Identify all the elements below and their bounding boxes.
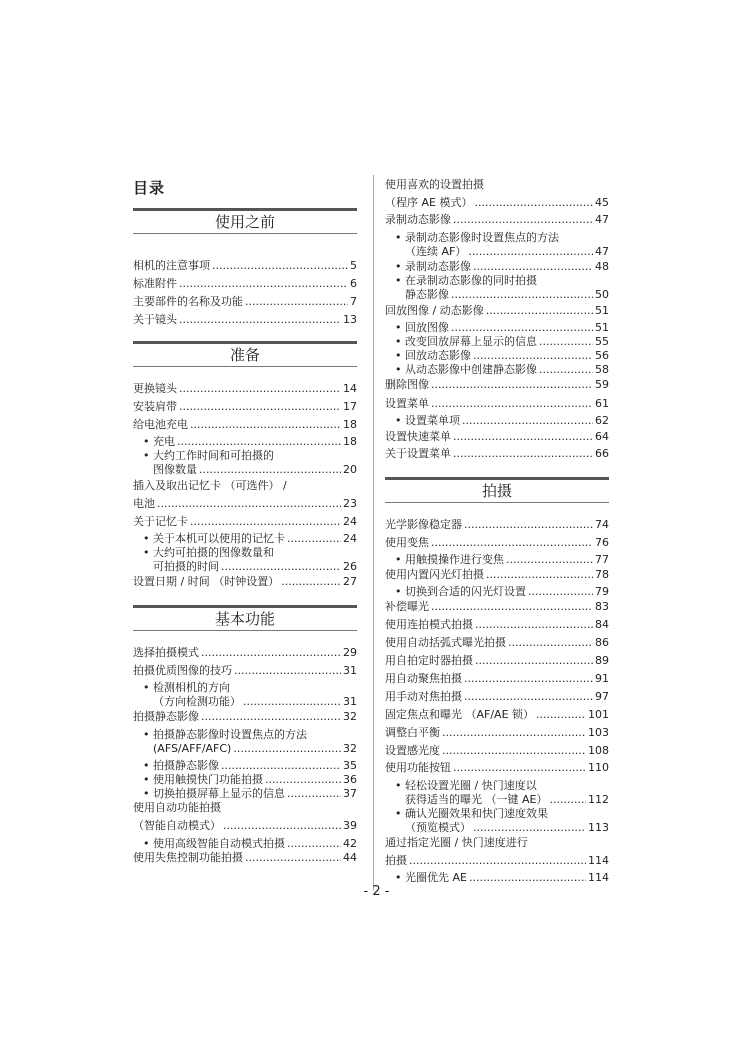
toc-subentry[interactable]: • 关于本机可以使用的记忆卡 ..... 24 <box>133 532 357 546</box>
toc-entry[interactable]: 拍摄静态影像 ..... 32 <box>133 710 357 724</box>
toc-entry[interactable]: 安装肩带 ..... 17 <box>133 400 357 414</box>
toc-subentry[interactable]: • 录制动态影像 ..... 48 <box>385 260 609 274</box>
toc-entry[interactable]: 回放图像 / 动态影像 ..... 51 <box>385 304 609 318</box>
section-header-before-use: 使用之前 <box>133 208 357 234</box>
toc-subentry-line: • 录制动态影像时设置焦点的方法 <box>385 231 559 245</box>
toc-subentry[interactable]: 可拍摄的时间 ..... 26 <box>133 560 357 574</box>
toc-entry[interactable]: 更换镜头 ..... 14 <box>133 382 357 396</box>
toc-entry[interactable]: 设置感光度 ..... 108 <box>385 744 609 758</box>
toc-subentry[interactable]: （方向检测功能） ..... 31 <box>133 695 357 709</box>
toc-subentry-line: • 拍摄静态影像时设置焦点的方法 <box>133 728 307 742</box>
toc-entry[interactable]: 固定焦点和曝光 （AF/AE 锁） ..... 101 <box>385 708 609 722</box>
toc-entry-line: 插入及取出记忆卡 （可选件） / <box>133 479 287 492</box>
toc-subentry[interactable]: • 光圈优先 AE ..... 114 <box>385 871 609 885</box>
toc-entry[interactable]: 设置菜单 ..... 61 <box>385 397 609 411</box>
toc-subentry[interactable]: 图像数量 ..... 20 <box>133 463 357 477</box>
toc-entry[interactable]: 相机的注意事项 ..... 5 <box>133 259 357 273</box>
toc-entry[interactable]: 设置日期 / 时间 （时钟设置） ..... 27 <box>133 575 357 589</box>
toc-subentry[interactable]: • 用触摸操作进行变焦 ..... 77 <box>385 553 609 567</box>
toc-entry[interactable]: 给电池充电 ..... 18 <box>133 418 357 432</box>
toc-entry[interactable]: 拍摄 ..... 114 <box>385 854 609 868</box>
toc-subentry[interactable]: （连续 AF） ..... 47 <box>385 245 609 259</box>
toc-entry-line: 通过指定光圈 / 快门速度进行 <box>385 836 528 849</box>
toc-entry-line: 使用喜欢的设置拍摄 <box>385 178 484 191</box>
toc-subentry-line: • 确认光圈效果和快门速度效果 <box>385 807 548 821</box>
toc-entry[interactable]: 用自动聚焦拍摄 ..... 91 <box>385 672 609 686</box>
toc-title: 目录 <box>133 179 166 197</box>
toc-entry[interactable]: 调整白平衡 ..... 103 <box>385 726 609 740</box>
toc-entry[interactable]: 拍摄优质图像的技巧 ..... 31 <box>133 664 357 678</box>
toc-subentry[interactable]: （预览模式） ..... 113 <box>385 821 609 835</box>
toc-subentry-line: • 检测相机的方向 <box>133 681 230 695</box>
toc-entry[interactable]: （程序 AE 模式） ..... 45 <box>385 196 609 210</box>
toc-subentry-line: • 在录制动态影像的同时拍摄 <box>385 274 537 288</box>
toc-subentry-line: • 大约可拍摄的图像数量和 <box>133 546 274 560</box>
toc-entry[interactable]: 录制动态影像 ..... 47 <box>385 213 609 227</box>
toc-subentry[interactable]: (AFS/AFF/AFC) ..... 32 <box>133 742 357 756</box>
toc-entry[interactable]: 关于镜头 ..... 13 <box>133 313 357 327</box>
toc-entry[interactable]: 光学影像稳定器 ..... 74 <box>385 518 609 532</box>
toc-subentry[interactable]: 静态影像 ..... 50 <box>385 288 609 302</box>
toc-entry[interactable]: （智能自动模式） ..... 39 <box>133 819 357 833</box>
toc-subentry[interactable]: • 使用触摸快门功能拍摄 ..... 36 <box>133 773 357 787</box>
toc-subentry[interactable]: • 设置菜单项 ..... 62 <box>385 414 609 428</box>
toc-entry[interactable]: 使用自动括弧式曝光拍摄 ..... 86 <box>385 636 609 650</box>
toc-entry[interactable]: 补偿曝光 ..... 83 <box>385 600 609 614</box>
toc-subentry[interactable]: • 拍摄静态影像 ..... 35 <box>133 759 357 773</box>
column-divider <box>373 175 374 890</box>
section-header-shooting: 拍摄 <box>385 477 609 503</box>
toc-entry[interactable]: 使用失焦控制功能拍摄 ..... 44 <box>133 851 357 865</box>
toc-entry[interactable]: 标准附件 ..... 6 <box>133 277 357 291</box>
toc-entry[interactable]: 选择拍摄模式 ..... 29 <box>133 646 357 660</box>
toc-subentry-line: • 大约工作时间和可拍摄的 <box>133 449 274 463</box>
toc-subentry[interactable]: • 从动态影像中创建静态影像 ..... 58 <box>385 363 609 377</box>
toc-subentry[interactable]: • 充电 ..... 18 <box>133 435 357 449</box>
toc-subentry[interactable]: • 切换到合适的闪光灯设置 ..... 79 <box>385 585 609 599</box>
toc-entry[interactable]: 删除图像 ..... 59 <box>385 378 609 392</box>
toc-entry[interactable]: 使用功能按钮 ..... 110 <box>385 761 609 775</box>
toc-subentry[interactable]: • 改变回放屏幕上显示的信息 ..... 55 <box>385 335 609 349</box>
toc-subentry[interactable]: • 使用高级智能自动模式拍摄 ..... 42 <box>133 837 357 851</box>
toc-entry[interactable]: 关于记忆卡 ..... 24 <box>133 515 357 529</box>
toc-entry[interactable]: 电池 ..... 23 <box>133 497 357 511</box>
toc-entry[interactable]: 主要部件的名称及功能 ..... 7 <box>133 295 357 309</box>
page-number: - 2 - <box>363 884 390 899</box>
toc-entry[interactable]: 关于设置菜单 ..... 66 <box>385 447 609 461</box>
section-header-basic-functions: 基本功能 <box>133 605 357 631</box>
toc-subentry-line: • 轻松设置光圈 / 快门速度以 <box>385 779 537 793</box>
toc-entry[interactable]: 使用内置闪光灯拍摄 ..... 78 <box>385 568 609 582</box>
toc-subentry[interactable]: • 回放图像 ..... 51 <box>385 321 609 335</box>
toc-entry[interactable]: 使用变焦 ..... 76 <box>385 536 609 550</box>
toc-entry[interactable]: 使用连拍模式拍摄 ..... 84 <box>385 618 609 632</box>
section-header-preparation: 准备 <box>133 341 357 367</box>
toc-entry[interactable]: 用自拍定时器拍摄 ..... 89 <box>385 654 609 668</box>
toc-subentry[interactable]: • 回放动态影像 ..... 56 <box>385 349 609 363</box>
toc-subentry[interactable]: • 切换拍摄屏幕上显示的信息 ..... 37 <box>133 787 357 801</box>
toc-entry-line: 使用自动功能拍摄 <box>133 801 221 814</box>
toc-subentry[interactable]: 获得适当的曝光 （一键 AE） ..... 112 <box>385 793 609 807</box>
toc-entry[interactable]: 用手动对焦拍摄 ..... 97 <box>385 690 609 704</box>
toc-entry[interactable]: 设置快速菜单 ..... 64 <box>385 430 609 444</box>
